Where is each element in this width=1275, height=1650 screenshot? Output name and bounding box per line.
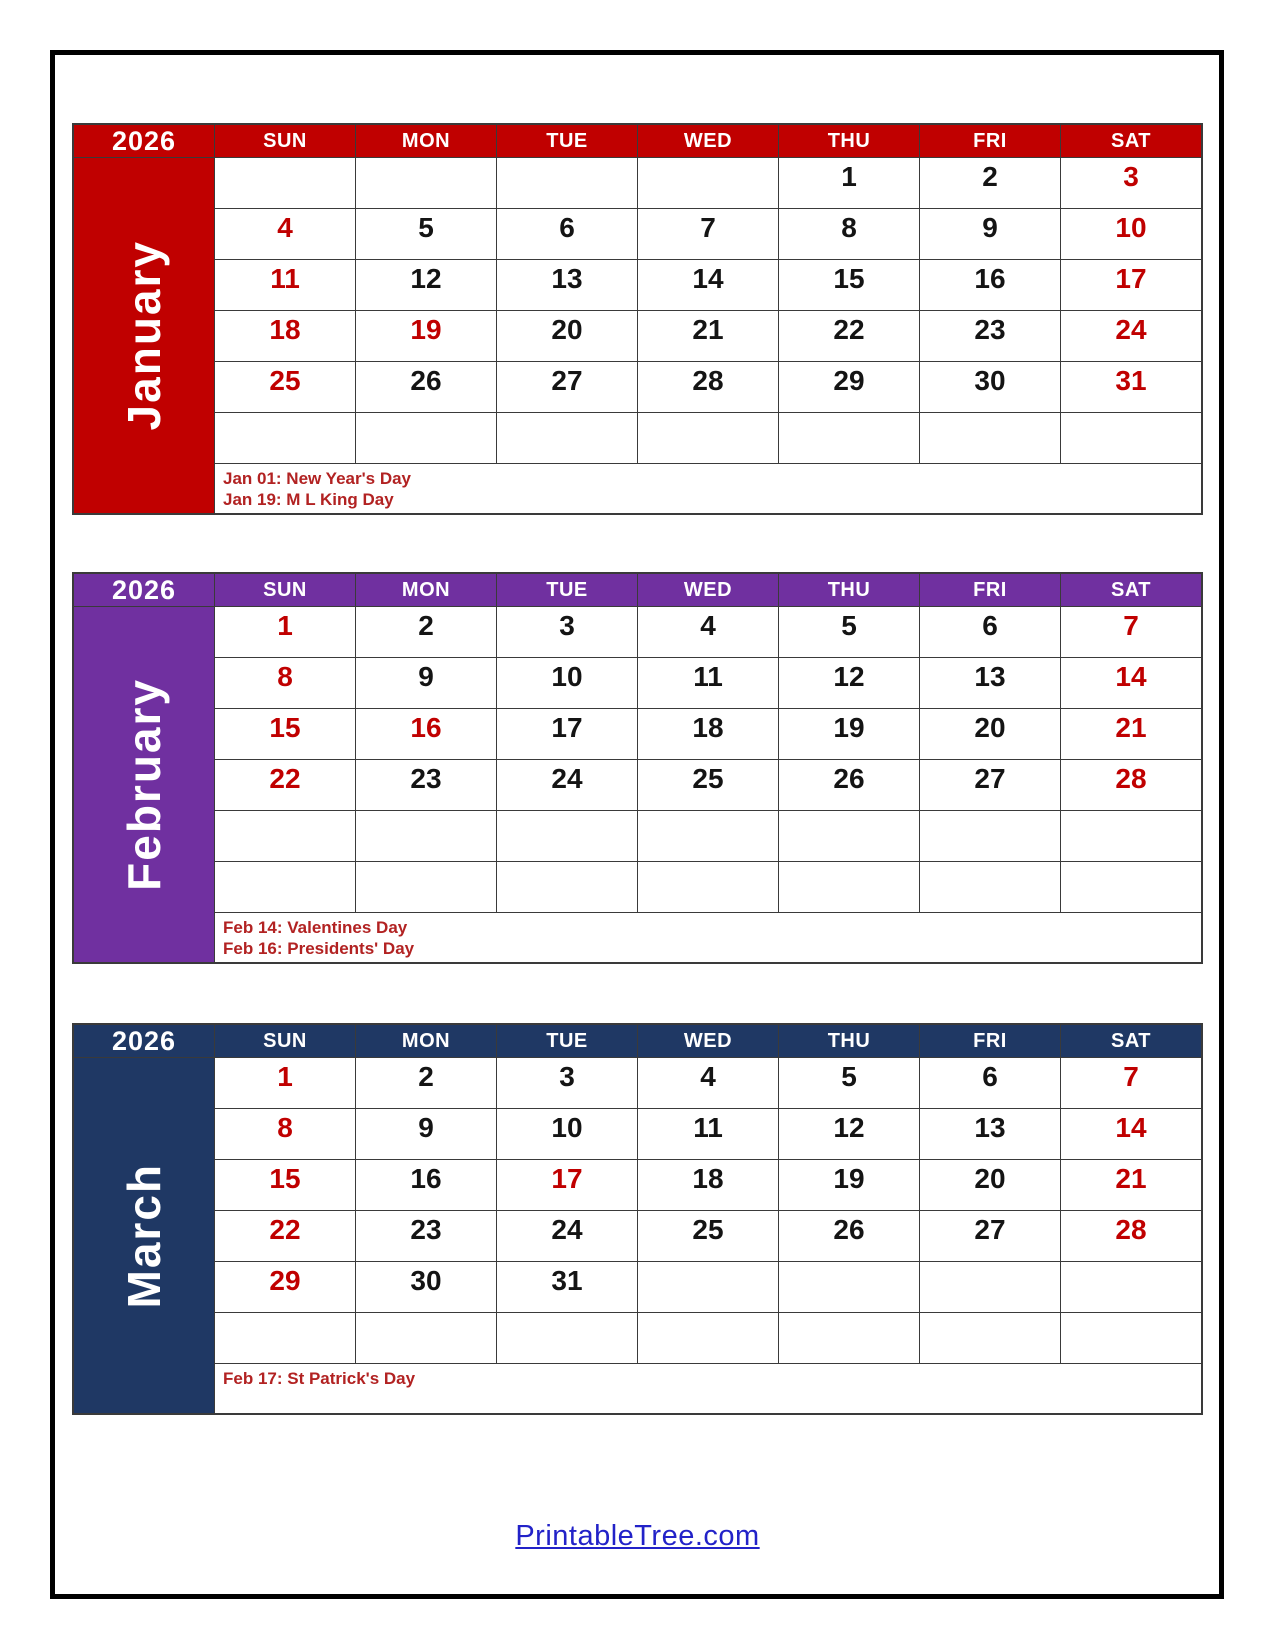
- day-header-tue: TUE: [497, 125, 637, 157]
- day-header-thu: THU: [779, 574, 919, 606]
- date-january-30: 30: [920, 362, 1060, 412]
- date-january-4: 4: [215, 209, 355, 259]
- month-name-label: January: [118, 240, 170, 431]
- date-cell-empty: [497, 413, 637, 463]
- date-february-6: 6: [920, 607, 1060, 657]
- holiday-notes: [215, 1364, 1201, 1413]
- date-march-8: 8: [215, 1109, 355, 1159]
- date-march-10: 10: [497, 1109, 637, 1159]
- date-january-2: 2: [920, 158, 1060, 208]
- date-cell-empty: [779, 862, 919, 912]
- day-header-thu: THU: [779, 1025, 919, 1057]
- day-header-sat: SAT: [1061, 125, 1201, 157]
- date-cell-empty: [215, 811, 355, 861]
- date-cell-empty: [638, 1262, 778, 1312]
- date-january-13: 13: [497, 260, 637, 310]
- date-february-8: 8: [215, 658, 355, 708]
- date-february-1: 1: [215, 607, 355, 657]
- date-march-22: 22: [215, 1211, 355, 1261]
- date-march-13: 13: [920, 1109, 1060, 1159]
- footer: [0, 1520, 1275, 1553]
- date-january-28: 28: [638, 362, 778, 412]
- date-january-12: 12: [356, 260, 496, 310]
- date-february-20: 20: [920, 709, 1060, 759]
- date-january-21: 21: [638, 311, 778, 361]
- date-february-16: 16: [356, 709, 496, 759]
- day-header-wed: WED: [638, 1025, 778, 1057]
- day-header-fri: FRI: [920, 574, 1060, 606]
- calendar-february: [72, 572, 1203, 964]
- date-march-2: 2: [356, 1058, 496, 1108]
- date-cell-empty: [1061, 1262, 1201, 1312]
- date-march-25: 25: [638, 1211, 778, 1261]
- date-january-29: 29: [779, 362, 919, 412]
- footer-site-link[interactable]: PrintableTree.com: [515, 1520, 760, 1552]
- date-january-27: 27: [497, 362, 637, 412]
- holiday-note: Feb 16: Presidents' Day: [223, 939, 415, 958]
- date-february-22: 22: [215, 760, 355, 810]
- date-cell-empty: [1061, 413, 1201, 463]
- date-cell-empty: [1061, 1313, 1201, 1363]
- date-january-10: 10: [1061, 209, 1201, 259]
- day-header-thu: THU: [779, 125, 919, 157]
- calendar-march: [72, 1023, 1203, 1415]
- date-january-17: 17: [1061, 260, 1201, 310]
- date-cell-empty: [779, 1313, 919, 1363]
- day-header-wed: WED: [638, 574, 778, 606]
- day-header-tue: TUE: [497, 574, 637, 606]
- date-cell-empty: [638, 862, 778, 912]
- date-march-23: 23: [356, 1211, 496, 1261]
- date-march-7: 7: [1061, 1058, 1201, 1108]
- day-header-wed: WED: [638, 125, 778, 157]
- day-header-sun: SUN: [215, 125, 355, 157]
- date-march-29: 29: [215, 1262, 355, 1312]
- holiday-note: Jan 01: New Year's Day: [223, 469, 412, 488]
- date-january-23: 23: [920, 311, 1060, 361]
- date-cell-empty: [638, 1313, 778, 1363]
- date-february-17: 17: [497, 709, 637, 759]
- date-cell-empty: [215, 862, 355, 912]
- date-january-7: 7: [638, 209, 778, 259]
- date-march-12: 12: [779, 1109, 919, 1159]
- date-march-15: 15: [215, 1160, 355, 1210]
- date-february-21: 21: [1061, 709, 1201, 759]
- date-january-18: 18: [215, 311, 355, 361]
- date-march-28: 28: [1061, 1211, 1201, 1261]
- day-header-mon: MON: [356, 125, 496, 157]
- date-cell-empty: [356, 413, 496, 463]
- date-march-1: 1: [215, 1058, 355, 1108]
- date-march-27: 27: [920, 1211, 1060, 1261]
- date-cell-empty: [779, 1262, 919, 1312]
- date-february-19: 19: [779, 709, 919, 759]
- date-january-8: 8: [779, 209, 919, 259]
- date-cell-empty: [215, 413, 355, 463]
- date-march-14: 14: [1061, 1109, 1201, 1159]
- holiday-notes: [215, 464, 1201, 513]
- date-january-5: 5: [356, 209, 496, 259]
- day-header-mon: MON: [356, 574, 496, 606]
- date-cell-empty: [920, 1262, 1060, 1312]
- date-february-23: 23: [356, 760, 496, 810]
- date-january-24: 24: [1061, 311, 1201, 361]
- date-cell-empty: [638, 811, 778, 861]
- date-march-21: 21: [1061, 1160, 1201, 1210]
- month-sidebar: [74, 607, 214, 962]
- date-march-20: 20: [920, 1160, 1060, 1210]
- date-january-25: 25: [215, 362, 355, 412]
- date-february-7: 7: [1061, 607, 1201, 657]
- date-january-9: 9: [920, 209, 1060, 259]
- date-february-11: 11: [638, 658, 778, 708]
- date-march-26: 26: [779, 1211, 919, 1261]
- date-march-11: 11: [638, 1109, 778, 1159]
- date-march-17: 17: [497, 1160, 637, 1210]
- date-cell-empty: [215, 158, 355, 208]
- date-cell-empty: [215, 1313, 355, 1363]
- date-march-6: 6: [920, 1058, 1060, 1108]
- holiday-note: Feb 14: Valentines Day: [223, 918, 408, 937]
- date-february-18: 18: [638, 709, 778, 759]
- date-cell-empty: [497, 862, 637, 912]
- date-february-10: 10: [497, 658, 637, 708]
- date-march-16: 16: [356, 1160, 496, 1210]
- date-march-18: 18: [638, 1160, 778, 1210]
- date-cell-empty: [356, 811, 496, 861]
- date-cell-empty: [1061, 862, 1201, 912]
- date-january-15: 15: [779, 260, 919, 310]
- date-january-16: 16: [920, 260, 1060, 310]
- date-cell-empty: [1061, 811, 1201, 861]
- date-march-19: 19: [779, 1160, 919, 1210]
- date-january-6: 6: [497, 209, 637, 259]
- month-sidebar: [74, 1058, 214, 1413]
- date-cell-empty: [356, 158, 496, 208]
- date-february-14: 14: [1061, 658, 1201, 708]
- date-february-9: 9: [356, 658, 496, 708]
- date-cell-empty: [497, 1313, 637, 1363]
- month-sidebar: [74, 158, 214, 513]
- date-january-26: 26: [356, 362, 496, 412]
- day-header-sat: SAT: [1061, 1025, 1201, 1057]
- date-cell-empty: [356, 862, 496, 912]
- date-january-19: 19: [356, 311, 496, 361]
- date-february-15: 15: [215, 709, 355, 759]
- date-cell-empty: [356, 1313, 496, 1363]
- date-january-20: 20: [497, 311, 637, 361]
- date-january-1: 1: [779, 158, 919, 208]
- date-february-4: 4: [638, 607, 778, 657]
- day-header-mon: MON: [356, 1025, 496, 1057]
- date-march-24: 24: [497, 1211, 637, 1261]
- date-cell-empty: [497, 158, 637, 208]
- year-label: 2026: [74, 574, 214, 606]
- date-march-4: 4: [638, 1058, 778, 1108]
- date-january-22: 22: [779, 311, 919, 361]
- date-january-11: 11: [215, 260, 355, 310]
- date-march-5: 5: [779, 1058, 919, 1108]
- date-march-9: 9: [356, 1109, 496, 1159]
- month-name-label: February: [118, 678, 170, 891]
- date-cell-empty: [497, 811, 637, 861]
- date-march-3: 3: [497, 1058, 637, 1108]
- date-cell-empty: [638, 413, 778, 463]
- date-february-25: 25: [638, 760, 778, 810]
- day-header-sun: SUN: [215, 1025, 355, 1057]
- day-header-fri: FRI: [920, 125, 1060, 157]
- date-cell-empty: [779, 413, 919, 463]
- day-header-sun: SUN: [215, 574, 355, 606]
- day-header-fri: FRI: [920, 1025, 1060, 1057]
- date-february-24: 24: [497, 760, 637, 810]
- date-february-28: 28: [1061, 760, 1201, 810]
- date-february-2: 2: [356, 607, 496, 657]
- date-cell-empty: [638, 158, 778, 208]
- date-february-26: 26: [779, 760, 919, 810]
- month-name-label: March: [118, 1162, 170, 1309]
- date-february-3: 3: [497, 607, 637, 657]
- holiday-note: Jan 19: M L King Day: [223, 490, 394, 509]
- year-label: 2026: [74, 1025, 214, 1057]
- date-march-31: 31: [497, 1262, 637, 1312]
- date-february-27: 27: [920, 760, 1060, 810]
- holiday-note: Feb 17: St Patrick's Day: [223, 1369, 416, 1388]
- date-february-13: 13: [920, 658, 1060, 708]
- date-february-12: 12: [779, 658, 919, 708]
- date-cell-empty: [779, 811, 919, 861]
- date-january-14: 14: [638, 260, 778, 310]
- date-cell-empty: [920, 1313, 1060, 1363]
- day-header-sat: SAT: [1061, 574, 1201, 606]
- date-march-30: 30: [356, 1262, 496, 1312]
- day-header-tue: TUE: [497, 1025, 637, 1057]
- year-label: 2026: [74, 125, 214, 157]
- date-cell-empty: [920, 811, 1060, 861]
- date-february-5: 5: [779, 607, 919, 657]
- holiday-notes: [215, 913, 1201, 962]
- date-january-31: 31: [1061, 362, 1201, 412]
- date-cell-empty: [920, 862, 1060, 912]
- date-january-3: 3: [1061, 158, 1201, 208]
- calendar-january: [72, 123, 1203, 515]
- date-cell-empty: [920, 413, 1060, 463]
